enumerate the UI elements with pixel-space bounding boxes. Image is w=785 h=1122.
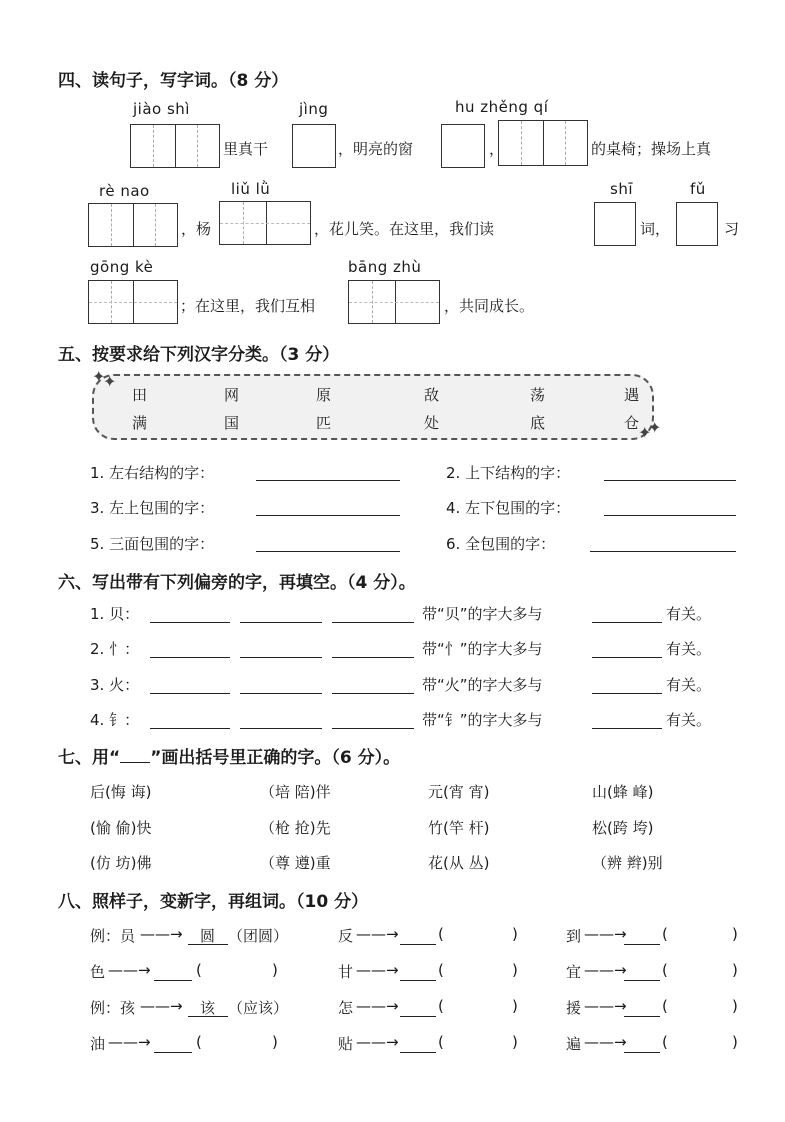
paren-close: ) [512, 925, 518, 943]
paren-open: ( [438, 925, 444, 943]
answer-line[interactable] [624, 944, 660, 945]
section-8-title: 八、照样子，变新字，再组词。（10 分） [58, 892, 369, 912]
section-6-title: 六、写出带有下列偏旁的字，再填空。（4 分）。 [58, 573, 416, 593]
answer-box-2[interactable] [498, 120, 588, 166]
paren-close: ) [732, 1033, 738, 1051]
sentence-text: 的桌椅；操场上真 [591, 140, 712, 158]
base-char: 反 [338, 927, 354, 945]
base-char: 油 [90, 1035, 106, 1053]
choice-item[interactable]: 后(悔 诲) [90, 783, 152, 801]
answer-line[interactable] [256, 551, 400, 552]
base-char: 甘 [338, 963, 354, 981]
classify-item-label: 5. 三面包围的字： [90, 535, 215, 553]
answer-line[interactable] [400, 1052, 436, 1053]
sentence-text: 词， [640, 220, 671, 238]
example-answer: 该 [200, 999, 216, 1017]
section-5-title: 五、按要求给下列汉字分类。（3 分） [58, 345, 340, 365]
choice-item[interactable]: (愉 偷)快 [90, 819, 152, 837]
answer-line[interactable] [332, 657, 414, 658]
radical-meaning-text: 带“钅”的字大多与 [422, 711, 543, 729]
answer-line[interactable] [624, 1052, 660, 1053]
base-char: 贴 [338, 1035, 354, 1053]
base-char: 援 [566, 999, 582, 1017]
paren-close: ) [732, 961, 738, 979]
choice-item[interactable]: 松(跨 垮) [592, 819, 654, 837]
paren-open: ( [662, 997, 668, 1015]
answer-box-2[interactable] [348, 280, 440, 324]
choice-item[interactable]: （培 陪)伴 [260, 783, 331, 801]
sentence-text: ，明亮的窗 [338, 140, 414, 158]
arrow: ——→ [108, 1033, 151, 1051]
radical-meaning-end: 有关。 [666, 676, 712, 694]
example-answer: 圆 [200, 927, 216, 945]
radical-label: 4. 钅： [90, 711, 140, 729]
radical-meaning-end: 有关。 [666, 711, 712, 729]
answer-box-2[interactable] [88, 280, 178, 324]
sentence-text: 习 [724, 220, 740, 238]
pinyin: gōng kè [90, 258, 154, 276]
pinyin: shī [610, 180, 633, 198]
char: 荡 [530, 386, 546, 404]
char: 仓 [624, 414, 640, 432]
section-7-title [58, 743, 400, 768]
answer-line[interactable] [592, 622, 662, 623]
answer-line[interactable] [592, 728, 662, 729]
radical-label: 2. 忄： [90, 640, 140, 658]
paren-close: ) [272, 961, 278, 979]
base-char: 怎 [338, 999, 354, 1017]
classify-item-label: 4. 左下包围的字： [446, 499, 571, 517]
answer-line[interactable] [604, 515, 736, 516]
paren-open: ( [196, 1033, 202, 1051]
char: 国 [224, 414, 240, 432]
star-icon: ✦ [648, 418, 662, 437]
paren-open: ( [438, 1033, 444, 1051]
answer-line[interactable] [400, 980, 436, 981]
sentence-text: ，共同成长。 [444, 297, 535, 315]
arrow: ——→ [140, 925, 183, 943]
choice-item[interactable]: （尊 遵)重 [260, 854, 331, 872]
paren-open: ( [438, 961, 444, 979]
answer-line[interactable] [400, 1016, 436, 1017]
answer-line[interactable] [592, 693, 662, 694]
radical-meaning-text: 带“火”的字大多与 [422, 676, 543, 694]
answer-line[interactable] [154, 1052, 192, 1053]
base-char: 色 [90, 963, 106, 981]
arrow: ——→ [356, 1033, 399, 1051]
choice-item[interactable]: （辨 辫)别 [592, 854, 663, 872]
base-char: 到 [566, 927, 582, 945]
answer-line[interactable] [154, 980, 192, 981]
arrow: ——→ [356, 961, 399, 979]
arrow: ——→ [584, 925, 627, 943]
radical-meaning-end: 有关。 [666, 605, 712, 623]
arrow: ——→ [108, 961, 151, 979]
paren-close: ) [512, 961, 518, 979]
answer-line[interactable] [240, 622, 322, 623]
paren-open: ( [662, 961, 668, 979]
choice-item[interactable]: 竹(竿 杆) [428, 819, 490, 837]
answer-line[interactable] [332, 693, 414, 694]
paren-open: ( [662, 1033, 668, 1051]
arrow: ——→ [584, 1033, 627, 1051]
char: 匹 [316, 414, 332, 432]
paren-close: ) [512, 997, 518, 1015]
example-label: 例：员 [90, 927, 136, 945]
answer-line[interactable] [624, 1016, 660, 1017]
paren-open: ( [662, 925, 668, 943]
choice-item[interactable]: （枪 抢)先 [260, 819, 331, 837]
arrow: ——→ [584, 997, 627, 1015]
answer-line[interactable] [240, 693, 322, 694]
classify-item-label: 6. 全包围的字： [446, 535, 556, 553]
classify-item-label: 2. 上下结构的字： [446, 464, 571, 482]
answer-line[interactable] [604, 480, 736, 481]
pinyin: jiào shì [133, 100, 190, 118]
choice-item[interactable]: 元(宵 宵) [428, 783, 490, 801]
answer-box-2[interactable] [88, 203, 178, 247]
sentence-text: ，花儿笑。在这里，我们读 [314, 220, 495, 238]
char: 田 [132, 386, 148, 404]
character-scroll [92, 374, 654, 440]
radical-meaning-text: 带“忄”的字大多与 [422, 640, 543, 658]
answer-line[interactable] [240, 657, 322, 658]
pinyin: liǔ lǜ [231, 180, 271, 198]
answer-line[interactable] [256, 480, 400, 481]
underline-sample [120, 748, 150, 763]
answer-box-1[interactable] [441, 124, 485, 168]
paren-open: ( [438, 997, 444, 1015]
choice-item[interactable]: 花(从 丛) [428, 854, 490, 872]
char: 敌 [424, 386, 440, 404]
paren-close: ) [732, 925, 738, 943]
answer-box-1[interactable] [292, 124, 336, 168]
answer-box-1[interactable] [676, 202, 718, 246]
radical-meaning-end: 有关。 [666, 640, 712, 658]
base-char: 宜 [566, 963, 582, 981]
pinyin: rè nao [99, 182, 150, 200]
answer-line[interactable] [240, 728, 322, 729]
base-char: 遍 [566, 1035, 582, 1053]
paren-close: ) [272, 1033, 278, 1051]
answer-box-2[interactable] [130, 124, 220, 168]
char: 网 [224, 386, 240, 404]
classify-item-label: 3. 左上包围的字： [90, 499, 215, 517]
sentence-text: 里真干 [223, 140, 269, 158]
char: 底 [530, 414, 546, 432]
star-icon: ✦ [103, 372, 117, 391]
section-7-title-end: ”画出括号里正确的字。（6 分）。 [150, 748, 401, 768]
arrow: ——→ [584, 961, 627, 979]
paren-close: ) [512, 1033, 518, 1051]
radical-meaning-text: 带“贝”的字大多与 [422, 605, 543, 623]
star-icon: ✦ [638, 423, 652, 442]
answer-box-2[interactable] [219, 201, 311, 245]
sentence-text: ，杨 [181, 220, 212, 238]
arrow: ——→ [356, 925, 399, 943]
answer-line[interactable] [624, 980, 660, 981]
pinyin: fǔ [690, 180, 706, 198]
answer-box-1[interactable] [594, 202, 636, 246]
section-4-title: 四、读句子，写字词。（8 分） [58, 71, 289, 91]
answer-line[interactable] [592, 657, 662, 658]
answer-line[interactable] [590, 551, 736, 552]
answer-line[interactable] [400, 944, 436, 945]
answer-line[interactable] [150, 657, 230, 658]
sentence-text: ；在这里，我们互相 [180, 297, 316, 315]
example-word: （团圆） [228, 927, 289, 945]
paren-close: ) [732, 997, 738, 1015]
answer-line[interactable] [150, 728, 230, 729]
star-icon: ✦ [92, 367, 106, 386]
answer-line[interactable] [150, 622, 230, 623]
radical-label: 3. 火： [90, 676, 140, 694]
pinyin: bāng zhù [348, 258, 422, 276]
char: 原 [316, 386, 332, 404]
answer-line[interactable] [256, 515, 400, 516]
paren-open: ( [196, 961, 202, 979]
choice-item[interactable]: 山(蜂 峰) [592, 783, 654, 801]
radical-label: 1. 贝： [90, 605, 140, 623]
example-label: 例：孩 [90, 999, 136, 1017]
arrow: ——→ [356, 997, 399, 1015]
pinyin: jìng [299, 100, 329, 118]
example-word: （应该） [228, 999, 289, 1017]
sentence-text: ， [489, 140, 505, 158]
answer-line[interactable] [332, 622, 414, 623]
answer-line[interactable] [150, 693, 230, 694]
section-7-title-start: 七、用“ [58, 748, 121, 768]
char: 遇 [624, 386, 640, 404]
char: 满 [132, 414, 148, 432]
arrow: ——→ [140, 997, 183, 1015]
char: 处 [424, 414, 440, 432]
choice-item[interactable]: (仿 坊)佛 [90, 854, 152, 872]
answer-line[interactable] [332, 728, 414, 729]
pinyin: hu zhěng qí [455, 98, 549, 116]
classify-item-label: 1. 左右结构的字： [90, 464, 215, 482]
